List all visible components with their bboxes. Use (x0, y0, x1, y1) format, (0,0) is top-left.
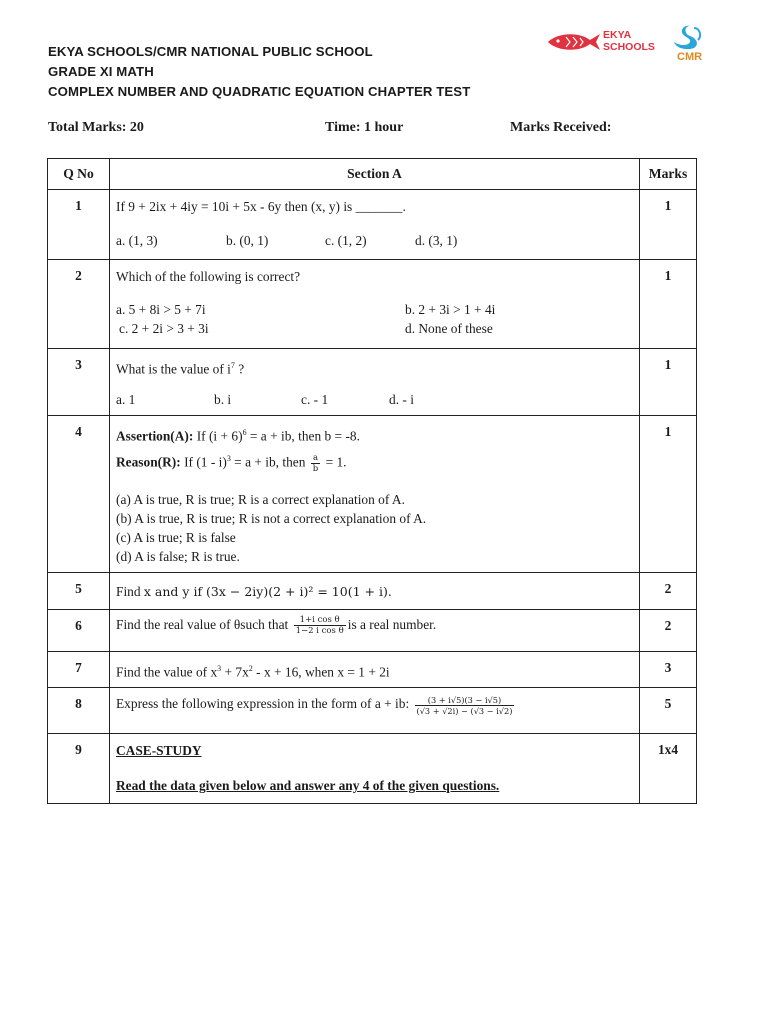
case-study-title: CASE-STUDY (116, 743, 202, 759)
option-d: (d) A is false; R is true. (116, 548, 240, 564)
marks-received: Marks Received: (510, 120, 612, 135)
assertion: Assertion(A): If $(i + 6)^6 = a$ + ib, then b = -8. (116, 428, 360, 444)
table-row (48, 572, 697, 609)
question-text: If 9 + 2ix + 4iy = 10i + 5x - 6y then (x, y) is _______. (116, 199, 406, 214)
table-row (48, 260, 697, 349)
fish-icon (546, 30, 602, 54)
table-row (48, 349, 697, 416)
table-row (48, 688, 697, 734)
case-study-instruction: Read the data given below and answer any 4 of the given questions. (116, 778, 500, 794)
table-row (48, 416, 697, 572)
options (116, 231, 633, 250)
question-text: Which of the following is correct? (116, 269, 301, 284)
option-d: d. (3, 1) (415, 233, 458, 248)
question-body (110, 190, 640, 260)
question-number: 4 (48, 416, 110, 572)
question-number: 7 (48, 651, 110, 687)
table-row (48, 190, 697, 260)
option-c: c. 2 + 2i > 3 + 3i (119, 321, 209, 336)
grade-line: GRADE XI MATH (48, 64, 154, 79)
equation: x and y if (3x − 2iy)(2 + i)² = 10(1 + i). (143, 583, 392, 599)
ekya-logo-text: EKYA SCHOOLS (603, 29, 655, 53)
question-number: 8 (48, 688, 110, 734)
header-marks: Marks (640, 159, 697, 190)
question-marks: 1 (640, 260, 697, 349)
question-number: 1 (48, 190, 110, 260)
time-allowed: Time: 1 hour (325, 120, 404, 135)
document-header (48, 42, 470, 102)
question-marks: 2 (640, 572, 697, 609)
question-marks: 5 (640, 688, 697, 734)
table-row (48, 609, 697, 651)
question-body (110, 416, 640, 572)
question-body (110, 260, 640, 349)
table-header-row (48, 159, 697, 190)
fraction: $\frac{(3 + i√5)(3 - i√5)}{(√3 + √2i) - (√3 - i√2)}$ (416, 694, 513, 716)
ekya-logo (546, 29, 655, 56)
table-row (48, 651, 697, 687)
swan-icon (670, 24, 706, 52)
fraction: $\frac{\text{1+i cos θ}}{\text{1−2 i cos θ}}$ (295, 615, 344, 637)
question-body: Find the real value of θsuch that $\frac{\text{1+i cos θ}}{\text{1−2 i cos θ}}$ is a real number. (110, 609, 640, 651)
fraction-a-over-b: $\frac{a}{b}$ (312, 452, 319, 474)
header-qno: Q No (48, 159, 110, 190)
reason: Reason(R): If (1 - i)$^3$ = a + ib, then $\frac{a}{b}$ = 1. (116, 452, 347, 474)
question-marks: 1 (640, 416, 697, 572)
cmr-logo (670, 24, 710, 64)
question-body (110, 734, 640, 804)
question-body: Find the value of $x^3 + 7x^2 - x + 16$, when x = 1 + 2i (110, 651, 640, 687)
question-table (47, 158, 697, 804)
option-b: b. (0, 1) (226, 233, 269, 248)
question-number: 9 (48, 734, 110, 804)
school-name: EKYA SCHOOLS/CMR NATIONAL PUBLIC SCHOOL (48, 44, 373, 59)
question-body: Express the following expression in the form of a + ib: $\frac{(3 + i√5)(3 - i√5)}{(√3 + √2i) - (√3 - i√2)}$ (110, 688, 640, 734)
question-body (110, 349, 640, 416)
question-marks: 1 (640, 190, 697, 260)
test-title: COMPLEX NUMBER AND QUADRATIC EQUATION CHAPTER TEST (48, 84, 471, 99)
option-a: a. (1, 3) (116, 233, 158, 248)
options-row-2 (116, 319, 633, 338)
option-c: c. (1, 2) (325, 233, 367, 248)
option-a: a. 5 + 8i > 5 + 7i (116, 302, 206, 317)
question-marks: 1x4 (640, 734, 697, 804)
option-c: (c) A is true; R is false (116, 529, 236, 545)
question-number: 6 (48, 609, 110, 651)
question-marks: 3 (640, 651, 697, 687)
option-d: d. - i (389, 392, 414, 408)
question-marks: 1 (640, 349, 697, 416)
question-text: What is the value of $i^7$ ? (116, 361, 245, 377)
question-number: 3 (48, 349, 110, 416)
question-body: Find x and y if (3x − 2iy)(2 + i)² = 10(1 + i). (110, 572, 640, 609)
table-row (48, 734, 697, 804)
option-b: b. i (214, 392, 232, 408)
option-d: d. None of these (405, 321, 493, 336)
options-row-1 (116, 300, 633, 319)
options (116, 390, 633, 409)
option-c: c. - 1 (301, 392, 329, 408)
option-b: b. 2 + 3i > 1 + 4i (405, 302, 496, 317)
question-number: 5 (48, 572, 110, 609)
header-section: Section A (110, 159, 640, 190)
total-marks: Total Marks: 20 (48, 120, 144, 135)
question-marks: 2 (640, 609, 697, 651)
cmr-logo-text: CMR (677, 51, 703, 63)
question-number: 2 (48, 260, 110, 349)
option-a: (a) A is true, R is true; R is a correct explanation of A. (116, 491, 405, 507)
option-b: (b) A is true, R is true; R is not a correct explanation of A. (116, 510, 427, 526)
option-a: a. 1 (116, 392, 136, 408)
